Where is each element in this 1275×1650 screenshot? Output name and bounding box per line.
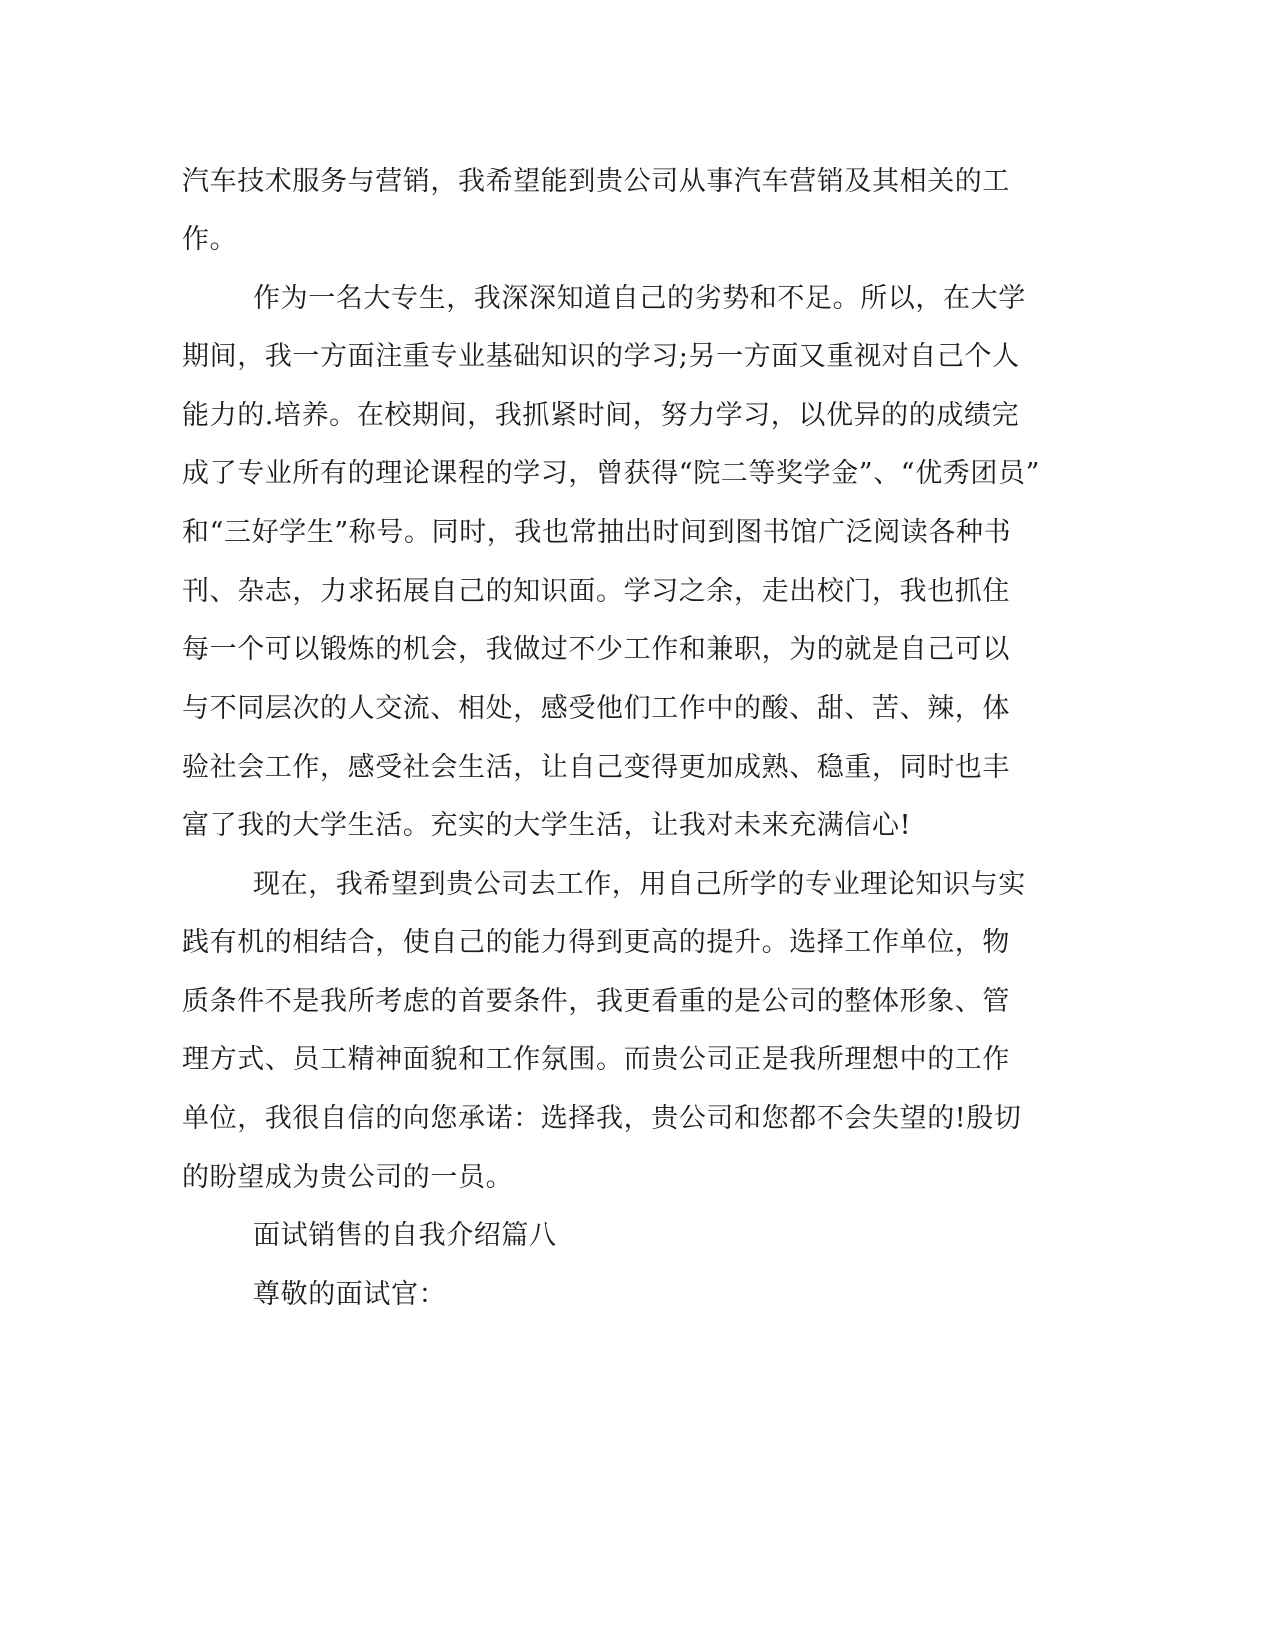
- paragraph-2-line-7: 每一个可以锻炼的机会，我做过不少工作和兼职，为的就是自己可以: [182, 634, 1010, 665]
- salutation: 尊敬的面试官：: [253, 1279, 447, 1310]
- section-heading: 面试销售的自我介绍篇八: [253, 1220, 557, 1251]
- paragraph-2-line-10: 富了我的大学生活。充实的大学生活，让我对未来充满信心!: [182, 810, 912, 841]
- paragraph-3-line-2: 践有机的相结合，使自己的能力得到更高的提升。选择工作单位，物: [182, 927, 1010, 958]
- paragraph-2-line-6: 刊、杂志，力求拓展自己的知识面。学习之余，走出校门，我也抓住: [182, 576, 1010, 607]
- paragraph-2-line-3: 能力的.培养。在校期间，我抓紧时间，努力学习，以优异的的成绩完: [182, 400, 1020, 431]
- paragraph-2-line-2: 期间，我一方面注重专业基础知识的学习;另一方面又重视对自己个人: [182, 341, 1020, 372]
- text-line-1: 汽车技术服务与营销，我希望能到贵公司从事汽车营销及其相关的工: [182, 166, 1010, 197]
- paragraph-3-line-4: 理方式、员工精神面貌和工作氛围。而贵公司正是我所理想中的工作: [182, 1044, 1010, 1075]
- paragraph-3-line-3: 质条件不是我所考虑的首要条件，我更看重的是公司的整体形象、管: [182, 986, 1010, 1017]
- paragraph-3-line-1: 现在，我希望到贵公司去工作，用自己所学的专业理论知识与实: [253, 869, 1026, 900]
- paragraph-3-line-6: 的盼望成为贵公司的一员。: [182, 1162, 514, 1193]
- paragraph-2-line-8: 与不同层次的人交流、相处，感受他们工作中的酸、甜、苦、辣，体: [182, 693, 1010, 724]
- paragraph-2-line-4: 成了专业所有的理论课程的学习，曾获得“院二等奖学金”、“优秀团员”: [182, 458, 1041, 489]
- paragraph-3-line-5: 单位，我很自信的向您承诺：选择我，贵公司和您都不会失望的!殷切: [182, 1103, 1022, 1134]
- text-line-2: 作。: [182, 224, 238, 255]
- paragraph-2-line-1: 作为一名大专生，我深深知道自己的劣势和不足。所以，在大学: [253, 283, 1026, 314]
- paragraph-2-line-5: 和“三好学生”称号。同时，我也常抽出时间到图书馆广泛阅读各种书: [182, 517, 1012, 548]
- paragraph-2-line-9: 验社会工作，感受社会生活，让自己变得更加成熟、稳重，同时也丰: [182, 752, 1010, 783]
